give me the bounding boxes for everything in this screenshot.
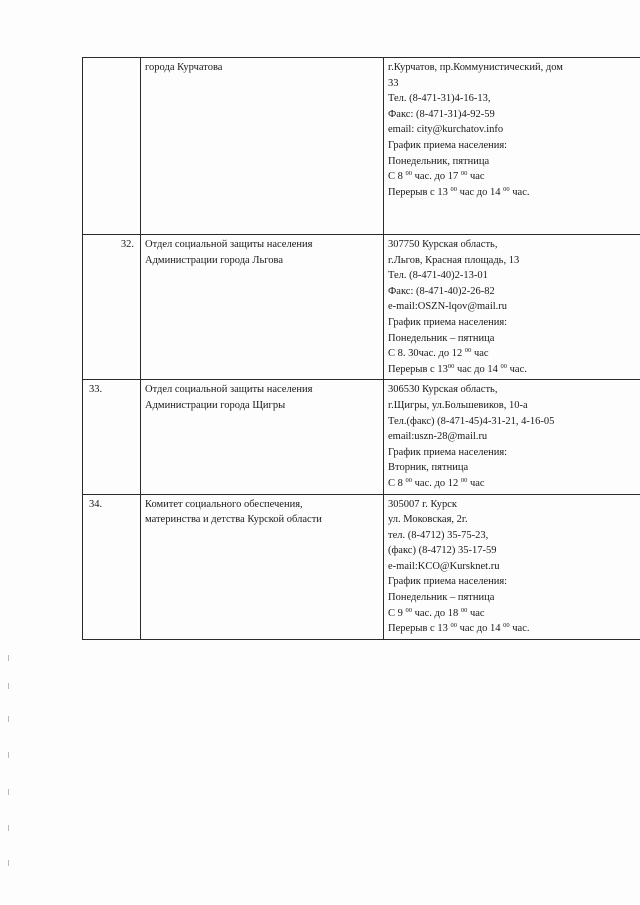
organization-name-cell — [141, 235, 384, 380]
contact-line: г.Курчатов, пр.Коммунистический, дом — [388, 62, 563, 73]
organization-name-line: Отдел социальной защиты населения — [145, 384, 313, 396]
contact-line: Понедельник – пятница — [388, 592, 495, 604]
contact-line-part: час — [467, 171, 485, 183]
row-number: 32. — [120, 239, 134, 250]
scan-margin-artifacts — [8, 655, 10, 895]
contact-line: Понедельник, пятница — [388, 155, 490, 167]
table-row — [83, 494, 640, 639]
contact-line-part: Перерыв с 13 — [388, 186, 451, 198]
contact-line-part: час. до 12 — [412, 477, 461, 489]
contact-line — [388, 606, 640, 622]
contact-line: г.Щигры, ул.Большевиков, 10-а — [388, 399, 528, 411]
contact-line — [388, 346, 640, 362]
time-minutes-superscript: 00 — [405, 606, 413, 614]
row-number: 33. — [89, 384, 103, 396]
table-row — [83, 58, 640, 235]
row-number-cell — [83, 494, 141, 639]
time-minutes-superscript: 00 — [503, 622, 510, 630]
contact-line: График приема населения: — [388, 139, 508, 151]
contact-line: 306530 Курская область, — [388, 384, 498, 396]
contact-line-part: час. — [507, 363, 527, 375]
contact-line-part: С 8. 30час. до 12 — [388, 348, 465, 360]
contact-line-part: час. до 17 — [412, 171, 461, 183]
contact-line: email: city@kurchatov.info — [388, 124, 504, 136]
row-number: 34. — [89, 498, 103, 510]
time-minutes-superscript: 00 — [464, 347, 472, 355]
contact-line: e-mail:KCO@Kursknet.ru — [388, 560, 500, 572]
contacts-table — [82, 57, 640, 640]
contact-line-part: час — [467, 477, 485, 489]
contact-line: График приема населения: — [388, 446, 508, 458]
table-row — [83, 235, 640, 380]
contact-line-part: час. — [509, 186, 530, 198]
time-minutes-superscript: 00 — [450, 185, 457, 193]
contact-line-part: час. до 18 — [412, 607, 461, 619]
contact-line-part: час. — [509, 623, 530, 635]
contact-line — [388, 621, 640, 637]
time-minutes-superscript: 00 — [450, 622, 457, 630]
contact-line: График приема населения: — [388, 576, 508, 588]
contact-line-part: Перерыв с 13 — [388, 363, 448, 375]
contact-line: 305007 г. Курск — [388, 498, 457, 510]
contact-line-part: час до 14 — [456, 186, 504, 198]
contact-line: Тел. (8-471-40)2-13-01 — [388, 270, 488, 282]
contact-line: Факс: (8-471-40)2-26-82 — [388, 285, 495, 297]
contact-info-cell — [384, 235, 640, 380]
contact-line-part: С 9 — [388, 607, 406, 619]
contact-info-cell — [384, 58, 640, 235]
time-minutes-superscript: 00 — [500, 362, 508, 370]
time-minutes-superscript: 00 — [460, 606, 468, 614]
organization-name-line: материнства и детства Курской области — [145, 514, 322, 526]
contact-line-part: час до 14 — [456, 623, 504, 635]
time-minutes-superscript: 00 — [447, 362, 455, 370]
contact-line: Понедельник – пятница — [388, 332, 495, 344]
contact-info-cell — [384, 494, 640, 639]
contact-line: Тел.(факс) (8-471-45)4-31-21, 4-16-05 — [388, 415, 555, 427]
contact-line: Факс: (8-471-31)4-92-59 — [388, 108, 495, 120]
contact-line-part: час до 14 — [454, 363, 501, 375]
contact-line: График приема населения: — [388, 316, 508, 328]
row-number-cell — [83, 380, 141, 494]
contact-line: ул. Моковская, 2г. — [388, 514, 468, 526]
time-minutes-superscript: 00 — [460, 170, 468, 178]
contact-info-cell — [384, 380, 640, 494]
contact-line-part: С 8 — [388, 171, 406, 183]
contact-line — [388, 185, 640, 201]
contact-line: 307750 Курская область, — [388, 239, 498, 250]
time-minutes-superscript: 00 — [405, 476, 413, 484]
contact-line — [388, 362, 640, 378]
organization-name-line: Комитет социального обеспечения, — [145, 498, 303, 510]
organization-name-line: города Курчатова — [145, 62, 223, 73]
contact-line: г.Льгов, Красная площадь, 13 — [388, 254, 520, 266]
contact-line-part: час — [471, 348, 489, 360]
row-number-cell — [83, 58, 141, 235]
time-minutes-superscript: 00 — [503, 185, 510, 193]
organization-name-line: Администрации города Щигры — [145, 399, 286, 411]
contact-line-part: Перерыв с 13 — [388, 623, 451, 635]
time-minutes-superscript: 00 — [460, 476, 468, 484]
contact-line: Вторник, пятница — [388, 462, 469, 474]
organization-name-cell — [141, 58, 384, 235]
contact-line: 33 — [388, 77, 399, 89]
organization-name-cell — [141, 494, 384, 639]
organization-name-line: Администрации города Льгова — [145, 254, 284, 266]
time-minutes-superscript: 00 — [405, 170, 413, 178]
row-number-cell — [83, 235, 141, 380]
contact-line-part: час — [467, 607, 485, 619]
contacts-table-body — [83, 58, 640, 640]
contact-line — [388, 169, 640, 185]
contact-line-part: С 8 — [388, 477, 406, 489]
contact-line: тел. (8-4712) 35-75-23, — [388, 529, 489, 541]
contact-line: Тел. (8-471-31)4-16-13, — [388, 93, 491, 105]
table-row — [83, 380, 640, 494]
organization-name-line: Отдел социальной защиты населения — [145, 239, 313, 250]
contact-line: (факс) (8-4712) 35-17-59 — [388, 545, 497, 557]
contact-line: email:uszn-28@mail.ru — [388, 431, 488, 443]
contact-line: e-mail:OSZN-lqov@mail.ru — [388, 301, 508, 313]
organization-name-cell — [141, 380, 384, 494]
contact-line — [388, 476, 640, 492]
